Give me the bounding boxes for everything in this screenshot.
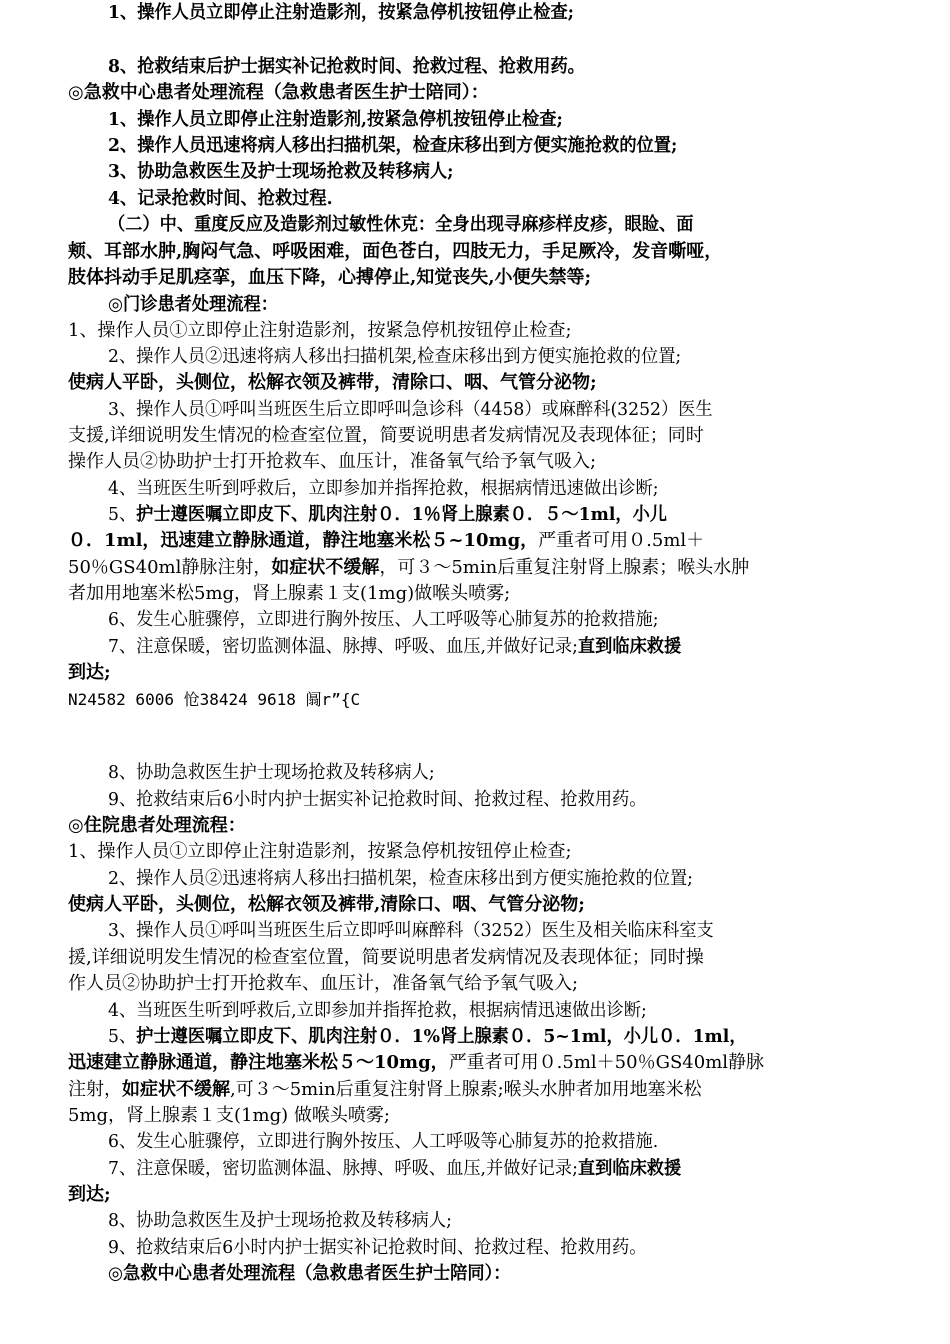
doc-line	[108, 159, 902, 185]
doc-line-text: ◎住院患者处理流程：	[68, 815, 246, 836]
doc-line-text: 5、	[108, 504, 137, 525]
doc-line-text: 5、	[108, 1026, 137, 1047]
doc-line	[68, 813, 898, 839]
doc-line	[68, 971, 898, 997]
doc-line-text: 作人员②协助护士打开抢救车、血压计，准备氧气给予氧气吸入;	[68, 973, 579, 994]
doc-line	[108, 998, 902, 1024]
doc-line	[108, 502, 902, 528]
doc-line-text: 直到临床救援	[577, 1158, 682, 1179]
doc-line-text: 3、操作人员①呼叫当班医生后立即呼叫麻醉科（3252）医生及相关临床科室支	[108, 920, 714, 941]
doc-line-text: 8、抢救结束后护士据实补记抢救时间、抢救过程、抢救用药。	[108, 56, 585, 77]
doc-line-text: 7、注意保暖，密切监测体温、脉搏、呼吸、血压,并做好记录;	[108, 636, 578, 657]
doc-line-text: 9、抢救结束后6小时内护士据实补记抢救时间、抢救过程、抢救用药。	[108, 1237, 647, 1258]
doc-line	[68, 1182, 898, 1208]
doc-line-text: 7、注意保暖，密切监测体温、脉搏、呼吸、血压,并做好记录;	[108, 1158, 578, 1179]
doc-line	[68, 528, 898, 554]
doc-line	[108, 866, 902, 892]
doc-line-text: 6、发生心脏骤停，立即进行胸外按压、人工呼吸等心肺复苏的抢救措施.	[108, 1131, 659, 1152]
doc-line	[68, 449, 898, 475]
doc-line	[68, 239, 898, 265]
doc-line-text: 8、协助急救医生护士现场抢救及转移病人;	[108, 762, 435, 783]
doc-line-text: 4、当班医生听到呼救后,立即参加并指挥抢救，根据病情迅速做出诊断;	[108, 1000, 647, 1021]
doc-line-text: 严重者可用０.5ml＋50％GS40ml静脉	[448, 1052, 765, 1073]
doc-line-text: 使病人平卧，头侧位，松解衣领及裤带,清除口、咽、气管分泌物;	[68, 894, 585, 915]
doc-line-text: （二）中、重度反应及造影剂过敏性休克：全身出现寻麻疹样皮疹，眼睑、面	[108, 214, 694, 235]
doc-line	[68, 318, 898, 344]
doc-line	[68, 1077, 898, 1103]
doc-line-text: 5mg，肾上腺素１支(1mg) 做喉头喷雾;	[68, 1105, 390, 1126]
doc-line-text: 9、抢救结束后6小时内护士据实补记抢救时间、抢救过程、抢救用药。	[108, 789, 647, 810]
doc-line	[68, 423, 898, 449]
doc-line-text: ◎门诊患者处理流程：	[108, 294, 279, 315]
doc-line-text: N24582 6006 怆38424 9618 阘r”{C	[68, 690, 361, 709]
doc-line	[108, 476, 902, 502]
doc-line-text: 1、操作人员立即停止注射造影剂,按紧急停机按钮停止检查;	[108, 109, 563, 130]
doc-line-text: 援,详细说明发生情况的检查室位置，简要说明患者发病情况及表现体征；同时操	[68, 947, 704, 968]
doc-line	[68, 581, 898, 607]
doc-line-text: 50％GS40ml静脉注射，	[68, 557, 272, 578]
doc-line-text: 2、操作人员迅速将病人移出扫描机架，检查床移出到方便实施抢救的位置;	[108, 135, 678, 156]
doc-line-text: 3、操作人员①呼叫当班医生后立即呼叫急诊科（4458）或麻醉科(3252）医生	[108, 399, 713, 420]
doc-line-text: 操作人员②协助护士打开抢救车、血压计，准备氧气给予氧气吸入;	[68, 451, 597, 472]
doc-line	[68, 660, 898, 686]
doc-line	[108, 1156, 902, 1182]
doc-line	[68, 370, 898, 396]
doc-line	[108, 1208, 902, 1234]
doc-line-text: ,可３～5min后重复注射肾上腺素;喉头水肿者加用地塞米松	[230, 1079, 702, 1100]
doc-line-text: 1、操作人员①立即停止注射造影剂，按紧急停机按钮停止检查;	[68, 320, 572, 341]
doc-line	[108, 397, 902, 423]
doc-line-text: 者加用地塞米松5mg，肾上腺素１支(1mg)做喉头喷雾;	[68, 583, 511, 604]
doc-line-text: 到达;	[68, 662, 111, 683]
doc-line	[108, 607, 902, 633]
doc-line-text: 6、发生心脏骤停，立即进行胸外按压、人工呼吸等心肺复苏的抢救措施;	[108, 609, 659, 630]
doc-line-text: 如症状不缓解	[271, 557, 380, 578]
doc-line-text: 注射，	[68, 1079, 122, 1100]
doc-line	[108, 292, 902, 318]
doc-line	[108, 186, 902, 212]
doc-line-text: ◎急救中心患者处理流程（急救患者医生护士陪同）：	[68, 82, 489, 103]
doc-line	[108, 1235, 902, 1261]
doc-line	[108, 344, 902, 370]
doc-line-text: 4、当班医生听到呼救后，立即参加并指挥抢救，根据病情迅速做出诊断;	[108, 478, 659, 499]
doc-line-text: 迅速建立静脉通道，静注地塞米松５～10mg，	[68, 1052, 449, 1073]
doc-line-text: 到达;	[68, 1184, 111, 1205]
doc-line-text: 1、操作人员①立即停止注射造影剂，按紧急停机按钮停止检查;	[68, 841, 572, 862]
doc-line	[68, 265, 898, 291]
doc-line-text: 2、操作人员②迅速将病人移出扫描机架,检查床移出到方便实施抢救的位置;	[108, 346, 682, 367]
doc-line-text: 颊、耳部水肿,胸闷气急、呼吸困难，面色苍白，四肢无力，手足厥冷，发音嘶哑，	[68, 241, 723, 262]
doc-line-text: 1、操作人员立即停止注射造影剂，按紧急停机按钮停止检查;	[108, 2, 575, 23]
doc-line	[108, 107, 902, 133]
doc-line-text: ，可３～5min后重复注射肾上腺素；喉头水肿	[379, 557, 750, 578]
doc-line-text: 3、协助急救医生及护士现场抢救及转移病人;	[108, 161, 454, 182]
doc-line-text: 直到临床救援	[577, 636, 682, 657]
doc-line-text: 护士遵医嘱立即皮下、肌肉注射０．1％肾上腺素０．５～1ml，小儿	[136, 504, 668, 525]
doc-line	[68, 1050, 898, 1076]
doc-line-text: 严重者可用０.5ml＋	[538, 530, 705, 551]
doc-line	[108, 1024, 902, 1050]
doc-line	[108, 54, 902, 80]
doc-line-text: ０．1ml，迅速建立静脉通道，静注地塞米松５~10mg，	[68, 530, 539, 551]
doc-line	[68, 687, 898, 713]
doc-line-text: 2、操作人员②迅速将病人移出扫描机架，检查床移出到方便实施抢救的位置;	[108, 868, 693, 889]
doc-line	[108, 133, 902, 159]
doc-line	[108, 1129, 902, 1155]
doc-line	[68, 555, 898, 581]
doc-line	[68, 945, 898, 971]
doc-line	[108, 787, 902, 813]
doc-line-text: 肢体抖动手足肌痉挛，血压下降，心搏停止,知觉丧失,小便失禁等;	[68, 267, 592, 288]
doc-line-text: 护士遵医嘱立即皮下、肌肉注射０．1%肾上腺素０．5~1ml，小儿０．1ml，	[136, 1026, 747, 1047]
doc-line-text: 4、记录抢救时间、抢救过程.	[108, 188, 333, 209]
doc-line	[68, 1103, 898, 1129]
doc-line	[108, 212, 902, 238]
doc-line	[108, 1261, 902, 1287]
doc-line	[108, 634, 902, 660]
doc-line-text: 如症状不缓解	[122, 1079, 230, 1100]
doc-line	[108, 0, 902, 26]
doc-line	[108, 918, 902, 944]
doc-line-text: ◎急救中心患者处理流程（急救患者医生护士陪同）：	[108, 1263, 511, 1284]
doc-line-text: 8、协助急救医生及护士现场抢救及转移病人;	[108, 1210, 452, 1231]
doc-line-text: 使病人平卧，头侧位，松解衣领及裤带，清除口、咽、气管分泌物;	[68, 372, 597, 393]
doc-line	[68, 80, 898, 106]
doc-line	[108, 760, 902, 786]
doc-line	[68, 892, 898, 918]
doc-line-text: 支援,详细说明发生情况的检查室位置，简要说明患者发病情况及表现体征；同时	[68, 425, 704, 446]
doc-line	[68, 839, 898, 865]
